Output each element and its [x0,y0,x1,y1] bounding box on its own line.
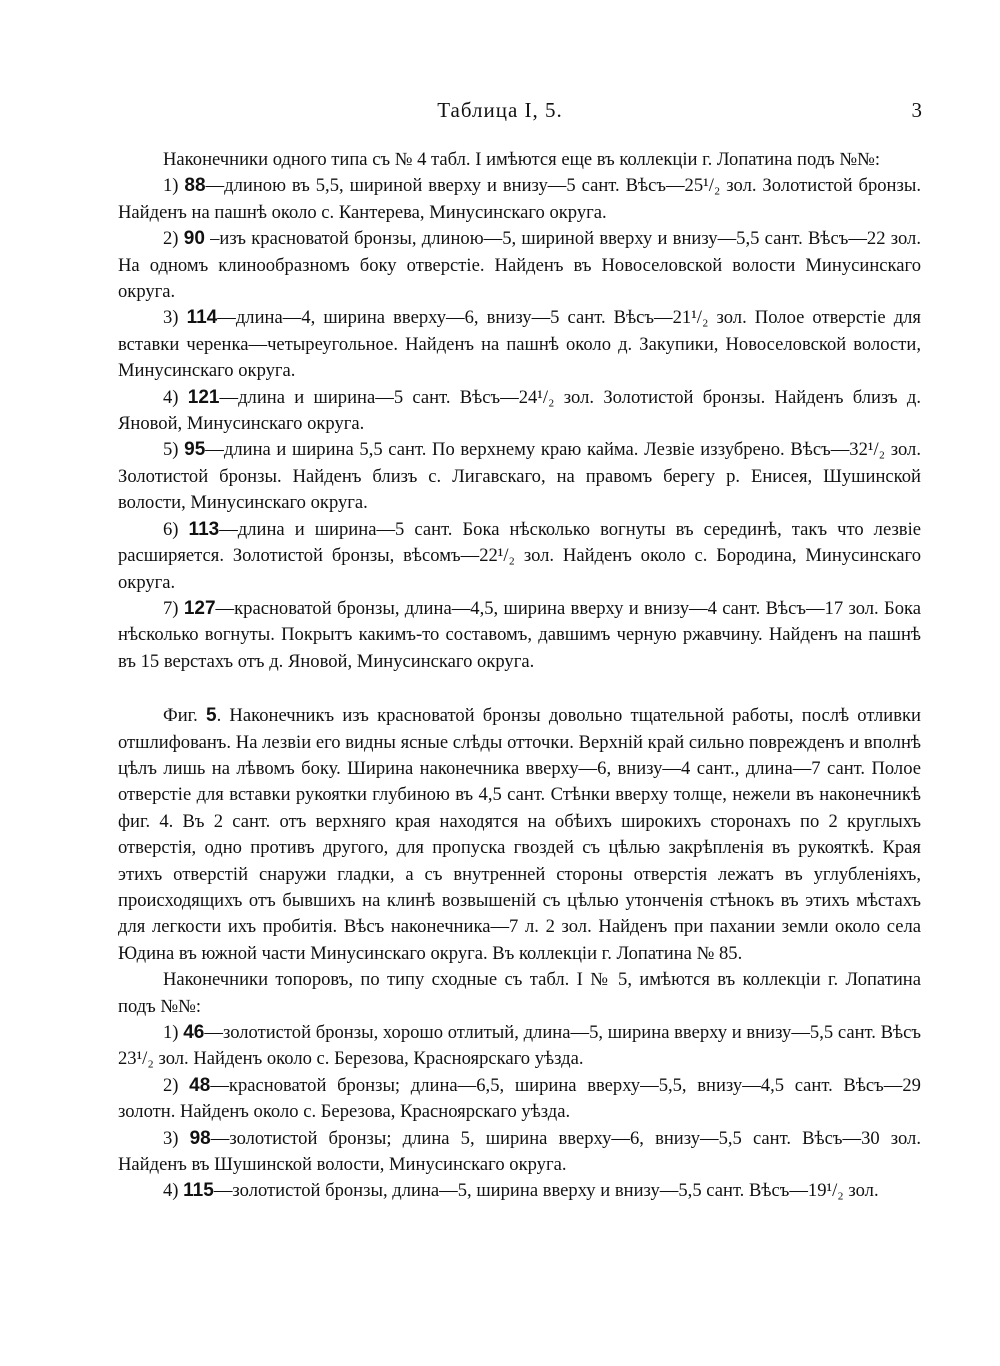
running-title: Таблица I, 5. [437,98,563,122]
item-text: —длина и ширина—5 сант. Бока нѣсколько вогнуты въ серединѣ, такъ что лезвіе расширяется. Золотистой бронзы, вѣсомъ—22¹/₂ зол. Найденъ около с. Бородина, Минусинскаго округа. [118,518,921,593]
item-index: 4) [163,1180,179,1202]
running-header [0,98,1000,128]
collection-number: 98 [189,1127,211,1149]
item-index: 5) [163,439,179,461]
item-index: 1) [163,175,179,197]
item-index: 6) [163,518,179,540]
collection-number: 121 [187,386,220,408]
item-text: —длина—4, ширина вверху—6, внизу—5 сант. Вѣсъ—21¹/₂ зол. Полое отверстіе для вставки черенка—четыреугольное. Найденъ на пашнѣ около д. Закупики, Новоселовской волости, Минусинскаго округа. [118,307,921,382]
item-text: —красноватой бронзы, длина—4,5, ширина вверху и внизу—4 сант. Вѣсъ—17 зол. Бока нѣсколько вогнуты. Покрытъ какимъ-то составомъ, давшимъ черную ржавчину. Найденъ на пашнѣ въ 15 верстахъ отъ д. Яновой, Минусинскаго округа. [118,597,921,672]
section2-item [118,1178,921,1204]
collection-number: 113 [188,518,220,540]
section2-item [118,1126,921,1179]
section-gap [118,675,921,703]
figure-text: . Наконечникъ изъ красноватой бронзы довольно тщательной работы, послѣ отливки отшлифованъ. На лезвіи его видны ясные слѣды отточки. Верхній край сильно поврежденъ и вполнѣ цѣлъ лишь на лѣвомъ боку. Ширина наконечника вверху—6, внизу—4 сант., длина—7 сант. Полое отверстіе для вставки рукоятки глубиною въ 4,5 сант. Стѣнки вверху толще, нежели въ наконечникѣ фиг. 4. Въ 2 сант. отъ верхняго края находятся на обѣихъ широкихъ сторонахъ по 2 круглыхъ отверстія, одно противъ другого, для пропуска гвоздей съ цѣлью закрѣпленія въ рукояткѣ. Края этихъ отверстій снаружи гладки, а съ внутренней стороны отверстія лежатъ въ углубленіяхъ, происходящихъ отъ бывшихъ на клинѣ возвышеній съ цѣлью утонченія стѣнокъ въ этихъ мѣстахъ для легкости ихъ пробитія. Вѣсъ наконечника—7 л. 2 зол. Найденъ при пахании земли около села Юдина въ южной части Минусинскаго округа. Въ коллекціи г. Лопатина № 85. [118,705,921,964]
collection-number: 48 [189,1074,211,1096]
figure-label: Фиг. [163,705,198,727]
item-index: 3) [163,307,179,329]
collection-number: 90 [183,228,205,250]
section1-item [118,226,921,305]
item-text: —золотистой бронзы, длина—5, ширина вверху и внизу—5,5 сант. Вѣсъ—19¹/₂ зол. [213,1180,879,1202]
item-text: —длина и ширина 5,5 сант. По верхнему краю кайма. Лезвіе иззубрено. Вѣсъ—32¹/₂ зол. Золотистой бронзы. Найденъ близъ с. Лигавскаго, на правомъ берегу р. Енисея, Шушинской волости, Минусинскаго округа. [118,439,921,514]
item-index: 7) [163,597,179,619]
figure-description [118,703,921,967]
item-index: 1) [163,1022,179,1043]
section2-item [118,1073,921,1126]
item-text: –изъ красноватой бронзы, длиною—5, шириной вверху и внизу—5,5 сант. Вѣсъ—22 зол. На одномъ клинообразномъ боку отверстіе. Найденъ въ Новоселовской волости Минусинскаго округа. [118,228,921,303]
item-text: —красноватой бронзы; длина—6,5, ширина вверху—5,5, внизу—4,5 сант. Вѣсъ—29 золотн. Найденъ около с. Березова, Красноярскаго уѣзда. [118,1074,921,1123]
collection-number: 115 [183,1180,214,1202]
section1-item [118,173,921,226]
section1-intro: Наконечники одного типа съ № 4 табл. I имѣются еще въ коллекціи г. Лопатина подъ №№: [163,149,881,170]
collection-number: 46 [183,1022,205,1043]
figure-number: 5 [206,705,217,727]
item-index: 3) [163,1127,179,1149]
collection-number: 127 [183,597,216,619]
section1-item [118,437,921,516]
item-index: 2) [163,1074,179,1096]
item-text: —золотистой бронзы; длина 5, ширина вверху—6, внизу—5,5 сант. Вѣсъ—30 зол. Найденъ въ Шушинской волости, Минусинскаго округа. [118,1127,921,1176]
page-body [118,147,921,1205]
item-text: —длиною въ 5,5, шириной вверху и внизу—5 сант. Вѣсъ—25¹/₂ зол. Золотистой бронзы. Найденъ на пашнѣ около с. Кантерева, Минусинскаго округа. [118,175,921,223]
section2-item [118,1020,921,1073]
item-index: 2) [163,228,179,250]
section2-intro: Наконечники топоровъ, по типу сходные съ табл. I № 5, имѣются въ коллекціи г. Лопатина подъ №№: [118,969,921,1017]
collection-number: 95 [184,439,206,461]
item-text: —золотистой бронзы, хорошо отлитый, длина—5, ширина вверху и внизу—5,5 сант. Вѣсъ 23¹/₂ зол. Найденъ около с. Березова, Красноярскаго уѣзда. [118,1022,922,1070]
section1-item [118,517,921,596]
page-number: 3 [911,98,922,122]
item-index: 4) [163,386,179,408]
item-text: —длина и ширина—5 сант. Вѣсъ—24¹/₂ зол. Золотистой бронзы. Найденъ близъ д. Яновой, Минусинскаго округа. [118,386,921,435]
collection-number: 88 [184,175,206,197]
collection-number: 114 [186,307,218,329]
section1-item [118,305,921,384]
section1-item [118,385,921,438]
section1-item [118,596,921,675]
